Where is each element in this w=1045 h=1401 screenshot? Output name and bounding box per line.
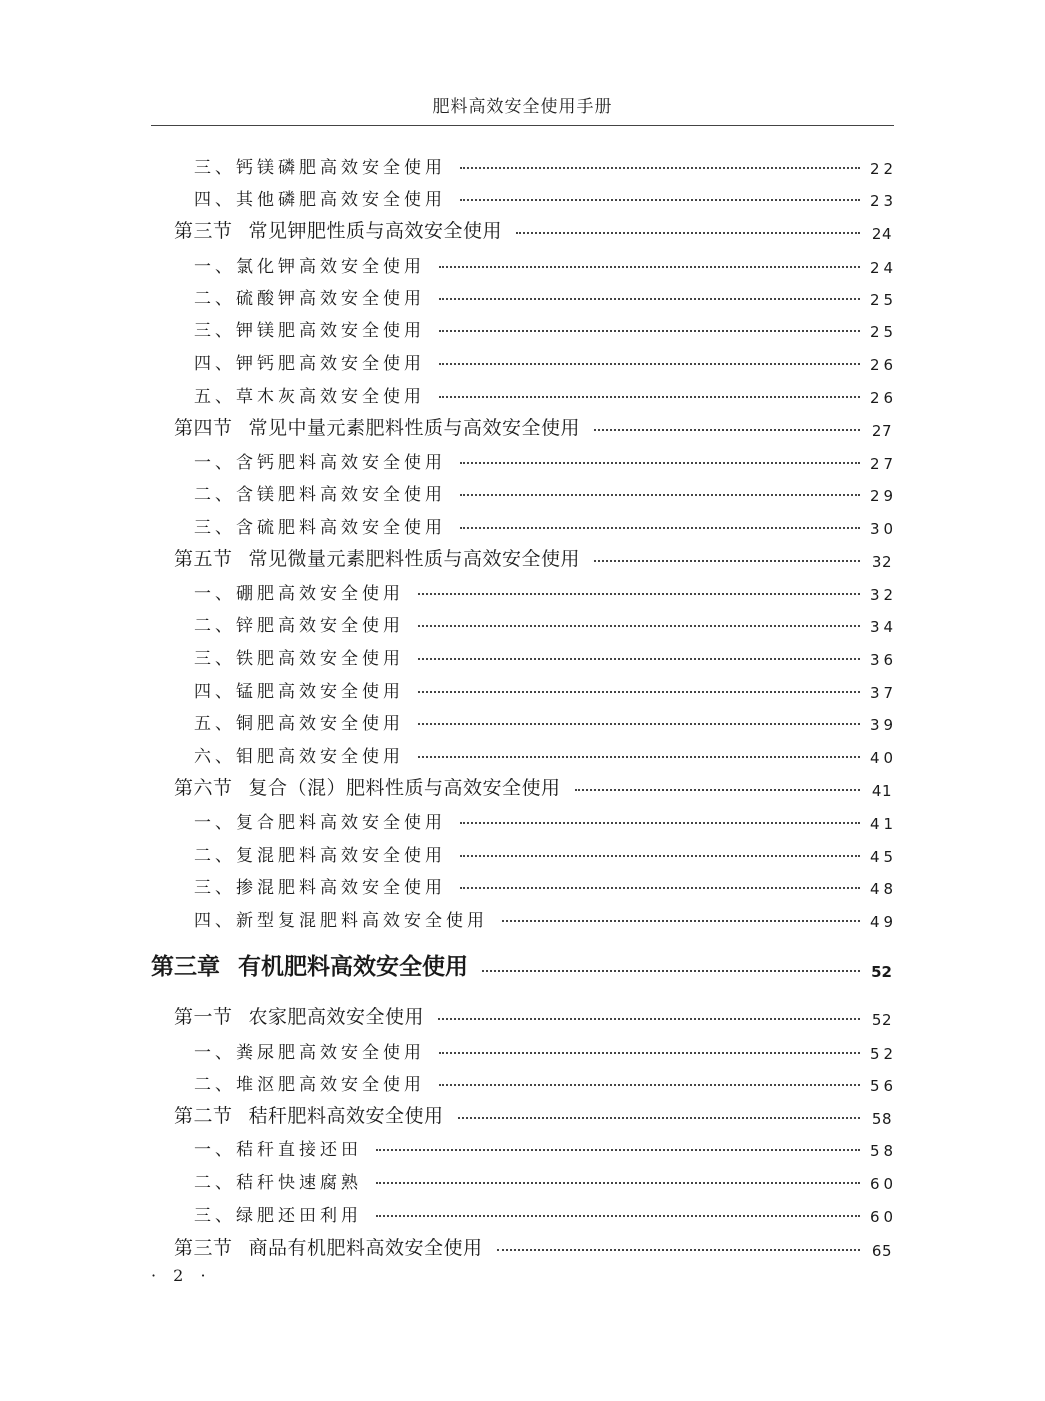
dot-leader [460, 462, 860, 464]
toc-entry-page: 23 [870, 192, 898, 210]
toc-entry-page: 58 [871, 1110, 892, 1128]
dot-leader [594, 429, 860, 431]
toc-entry-text: 二、硫酸钾高效安全使用 [194, 289, 425, 309]
toc-entry-page: 52 [871, 1011, 892, 1029]
toc-entry-page: 26 [870, 389, 898, 407]
toc-entry-item [194, 1063, 898, 1095]
dot-leader [418, 756, 860, 758]
toc-entry-page: 25 [870, 323, 898, 341]
toc-entry-section [174, 1228, 892, 1260]
toc-entry-text: 三、铁肥高效安全使用 [194, 649, 404, 669]
toc-entry-item [194, 604, 898, 636]
toc-entry-number: 第三章 [151, 954, 220, 980]
toc-entry-item [194, 899, 898, 931]
toc-entry-item [194, 342, 898, 374]
toc-entry-text: 常见中量元素肥料性质与高效安全使用 [248, 417, 581, 439]
toc-entry-label [194, 284, 425, 309]
toc-entry-label [174, 413, 580, 440]
toc-entry-label [194, 1038, 425, 1063]
toc-entry-page: 65 [871, 1242, 892, 1260]
toc-entry-label [194, 906, 488, 931]
toc-entry-page: 24 [870, 259, 898, 277]
toc-entry-label [194, 742, 404, 767]
toc-entry-label [174, 773, 561, 800]
toc-entry-text: 常见钾肥性质与高效安全使用 [248, 220, 503, 242]
toc-entry-label [174, 1233, 483, 1260]
toc-entry-text: 二、秸秆快速腐熟 [194, 1173, 362, 1193]
toc-entry-text: 三、钙镁磷肥高效安全使用 [194, 158, 446, 178]
toc-entry-item [194, 1194, 898, 1226]
toc-entry-text: 有机肥料高效安全使用 [238, 954, 468, 980]
toc-entry-label [194, 185, 446, 210]
dot-leader [458, 1117, 860, 1119]
toc-entry-text: 商品有机肥料高效安全使用 [248, 1237, 483, 1259]
toc-entry-number: 第一节 [174, 1006, 233, 1028]
toc-entry-page: 49 [870, 913, 898, 931]
toc-entry-page: 48 [870, 880, 898, 898]
dot-leader [575, 789, 860, 791]
toc-entry-text: 秸秆肥料高效安全使用 [248, 1105, 444, 1127]
dot-leader [439, 298, 860, 300]
toc-entry-page: 56 [870, 1077, 898, 1095]
toc-entry-label [194, 1070, 425, 1095]
toc-entry-text: 三、掺混肥料高效安全使用 [194, 878, 446, 898]
toc-entry-label [194, 808, 446, 833]
toc-entry-text: 二、含镁肥料高效安全使用 [194, 485, 446, 505]
toc-entry-item [194, 801, 898, 833]
dot-leader [497, 1249, 860, 1251]
dot-leader [460, 855, 860, 857]
toc-entry-page: 52 [870, 1045, 898, 1063]
toc-entry-label [194, 873, 446, 898]
dot-leader [418, 625, 860, 627]
running-header-title: 肥料高效安全使用手册 [432, 97, 613, 117]
toc-entry-label [194, 316, 425, 341]
toc-entry-label [174, 216, 502, 243]
toc-entry-item [194, 1128, 898, 1160]
toc-entry-text: 一、硼肥高效安全使用 [194, 584, 404, 604]
toc-entry-number: 第五节 [174, 548, 233, 570]
toc-entry-text: 一、复合肥料高效安全使用 [194, 813, 446, 833]
dot-leader [594, 560, 860, 562]
dot-leader [418, 658, 860, 660]
toc-entry-number: 第三节 [174, 220, 233, 242]
toc-entry-item [194, 1161, 898, 1193]
toc-entry-page: 37 [870, 684, 898, 702]
toc-entry-label [194, 644, 404, 669]
toc-entry-label [194, 382, 425, 407]
toc-entry-text: 三、绿肥还田利用 [194, 1206, 362, 1226]
toc-entry-page: 58 [870, 1142, 898, 1160]
toc-entry-text: 一、粪尿肥高效安全使用 [194, 1043, 425, 1063]
toc-entry-item [194, 473, 898, 505]
dot-leader [460, 822, 860, 824]
toc-entry-text: 二、复混肥料高效安全使用 [194, 846, 446, 866]
toc-entry-page: 60 [870, 1208, 898, 1226]
toc-entry-number: 第六节 [174, 777, 233, 799]
toc-entry-label [194, 1135, 362, 1160]
dot-leader [438, 1018, 860, 1020]
toc-entry-text: 二、堆沤肥高效安全使用 [194, 1075, 425, 1095]
dot-leader [460, 527, 860, 529]
dot-leader [418, 691, 860, 693]
toc-entry-page: 27 [871, 422, 892, 440]
toc-entry-page: 60 [870, 1175, 898, 1193]
toc-entry-label [194, 709, 404, 734]
dot-leader [439, 363, 860, 365]
toc-entry-text: 三、钾镁肥高效安全使用 [194, 321, 425, 341]
toc-entry-section [174, 768, 892, 800]
toc-entry-page: 32 [870, 586, 898, 604]
toc-entry-page: 30 [870, 520, 898, 538]
dot-leader [418, 723, 860, 725]
toc-entry-label [194, 252, 425, 277]
toc-entry-page: 36 [870, 651, 898, 669]
dot-leader [460, 167, 860, 169]
toc-entry-page: 52 [871, 963, 892, 981]
toc-entry-item [194, 245, 898, 277]
page-number: · 2 · [151, 1266, 212, 1285]
toc-entry-label [194, 448, 446, 473]
toc-entry-label [174, 1101, 444, 1128]
toc-entry-item [194, 441, 898, 473]
toc-entry-page: 22 [870, 160, 898, 178]
toc-entry-page: 40 [870, 749, 898, 767]
dot-leader [439, 266, 860, 268]
dot-leader [376, 1182, 860, 1184]
toc-entry-label [194, 579, 404, 604]
toc-entry-label [174, 544, 580, 571]
dot-leader [439, 1084, 860, 1086]
dot-leader [376, 1149, 860, 1151]
toc-entry-item [194, 572, 898, 604]
toc-entry-text: 六、钼肥高效安全使用 [194, 747, 404, 767]
dot-leader [460, 494, 860, 496]
toc-entry-label [194, 153, 446, 178]
toc-entry-page: 25 [870, 291, 898, 309]
toc-entry-text: 一、氯化钾高效安全使用 [194, 257, 425, 277]
toc-entry-page: 32 [871, 553, 892, 571]
toc-entry-label [194, 1201, 362, 1226]
toc-entry-item [194, 309, 898, 341]
toc-entry-item [194, 146, 898, 178]
toc-entry-text: 四、新型复混肥料高效安全使用 [194, 911, 488, 931]
toc-entry-item [194, 178, 898, 210]
toc-entry-label [194, 480, 446, 505]
toc-entry-page: 24 [871, 225, 892, 243]
toc-entry-page: 45 [870, 848, 898, 866]
toc-entry-page: 39 [870, 716, 898, 734]
toc-entry-item [194, 637, 898, 669]
toc-entry-number: 第四节 [174, 417, 233, 439]
toc-entry-item [194, 506, 898, 538]
dot-leader [482, 970, 860, 972]
toc-entry-label [194, 349, 425, 374]
dot-leader [516, 232, 860, 234]
toc-entry-page: 41 [870, 815, 898, 833]
toc-entry-item [194, 866, 898, 898]
toc-entry-number: 第三节 [174, 1237, 233, 1259]
dot-leader [439, 1052, 860, 1054]
toc-entry-item [194, 277, 898, 309]
toc-entry-page: 26 [870, 356, 898, 374]
toc-entry-label [194, 611, 404, 636]
toc-entry-item [194, 670, 898, 702]
toc-entry-text: 一、含钙肥料高效安全使用 [194, 453, 446, 473]
toc-entry-item [194, 834, 898, 866]
toc-entry-text: 四、其他磷肥高效安全使用 [194, 190, 446, 210]
toc-entry-page: 27 [870, 455, 898, 473]
toc-entry-text: 五、铜肥高效安全使用 [194, 714, 404, 734]
toc-entry-chapter [151, 941, 892, 981]
toc-entry-label [194, 513, 446, 538]
dot-leader [460, 887, 860, 889]
toc-entry-text: 四、锰肥高效安全使用 [194, 682, 404, 702]
toc-entry-section [174, 539, 892, 571]
toc-entry-item [194, 1031, 898, 1063]
dot-leader [376, 1215, 860, 1217]
toc-entry-text: 三、含硫肥料高效安全使用 [194, 518, 446, 538]
toc-entry-item [194, 702, 898, 734]
toc-entry-label [194, 841, 446, 866]
toc-entry-section [174, 997, 892, 1029]
toc-entry-text: 五、草木灰高效安全使用 [194, 387, 425, 407]
toc-entry-text: 农家肥高效安全使用 [248, 1006, 425, 1028]
toc-entry-section [174, 211, 892, 243]
toc-entry-section [174, 408, 892, 440]
dot-leader [439, 396, 860, 398]
toc-entry-text: 一、秸秆直接还田 [194, 1140, 362, 1160]
toc-entry-page: 34 [870, 618, 898, 636]
toc-entry-text: 二、锌肥高效安全使用 [194, 616, 404, 636]
toc-entry-label [174, 1002, 424, 1029]
toc-entry-label [194, 677, 404, 702]
toc-entry-section [174, 1096, 892, 1128]
dot-leader [460, 199, 860, 201]
toc-entry-item [194, 735, 898, 767]
toc-entry-number: 第二节 [174, 1105, 233, 1127]
toc-entry-text: 常见微量元素肥料性质与高效安全使用 [248, 548, 581, 570]
dot-leader [418, 593, 860, 595]
toc-entry-item [194, 375, 898, 407]
toc-entry-page: 41 [871, 782, 892, 800]
dot-leader [439, 330, 860, 332]
toc-entry-page: 29 [870, 487, 898, 505]
toc-entry-label [151, 948, 468, 981]
toc-entry-label [194, 1168, 362, 1193]
toc-entry-text: 复合（混）肥料性质与高效安全使用 [248, 777, 561, 799]
dot-leader [502, 920, 860, 922]
toc-entry-text: 四、钾钙肥高效安全使用 [194, 354, 425, 374]
